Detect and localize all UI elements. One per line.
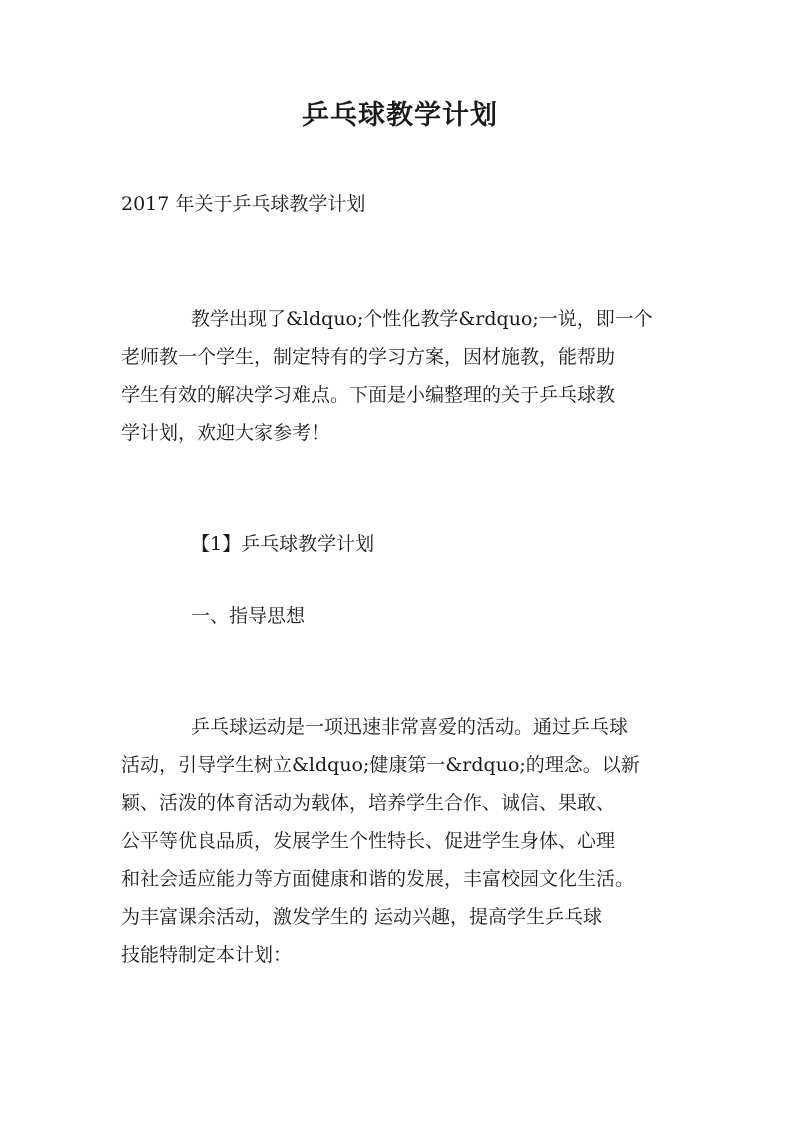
- paragraph-line: 为丰富课余活动，激发学生的 运动兴趣，提高学生乒乓球: [121, 906, 603, 928]
- paragraph-line: 学计划，欢迎大家参考！: [121, 422, 331, 444]
- document-title: 乒乓球教学计划: [302, 100, 498, 131]
- intro-paragraph: [121, 300, 681, 452]
- subsection-heading: 一、指导思想: [191, 605, 306, 627]
- paragraph-line: 和社会适应能力等方面健康和谐的发展，丰富校园文化生活。: [121, 868, 635, 890]
- paragraph-line: 颖、活泼的体育活动为载体，培养学生合作、诚信、果敢、: [121, 792, 616, 814]
- paragraph-line: 学生有效的解决学习难点。下面是小编整理的关于乒乓球教: [121, 384, 616, 406]
- paragraph-line: 教学出现了&ldquo;个性化教学&rdquo;一说，即一个: [191, 308, 653, 330]
- paragraph-line: 乒乓球运动是一项迅速非常喜爱的活动。通过乒乓球: [191, 716, 629, 738]
- paragraph-line: 老师教一个学生，制定特有的学习方案，因材施教，能帮助: [121, 346, 616, 368]
- document-subtitle: 2017 年关于乒乓球教学计划: [121, 193, 366, 215]
- body-paragraph: [121, 708, 681, 974]
- paragraph-line: 公平等优良品质，发展学生个性特长、促进学生身体、心理: [121, 830, 616, 852]
- section-heading: 【1】乒乓球教学计划: [191, 533, 375, 555]
- paragraph-line: 活动，引导学生树立&ldquo;健康第一&rdquo;的理念。以新: [121, 754, 640, 776]
- paragraph-line: 技能特制定本计划：: [121, 944, 293, 966]
